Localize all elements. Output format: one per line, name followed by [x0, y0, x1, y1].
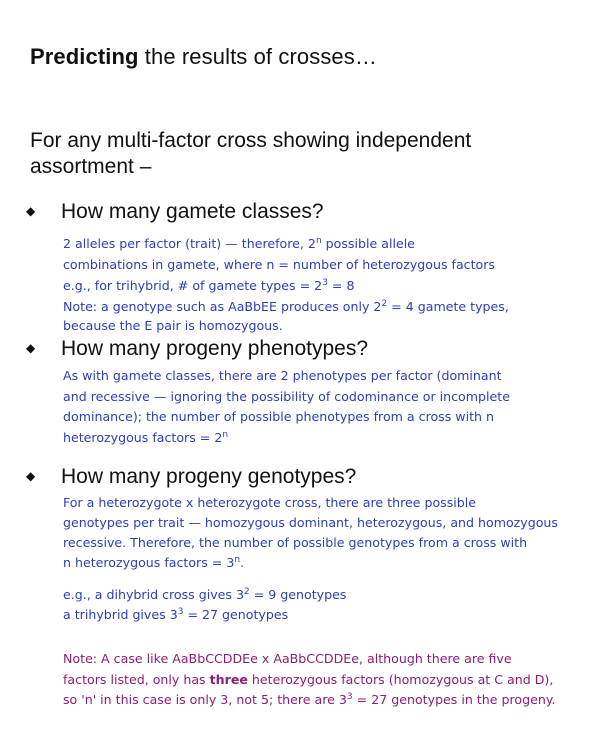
question-text: How many progeny phenotypes? — [61, 337, 369, 360]
intro-line-1: For any multi-factor cross showing independent — [30, 129, 472, 152]
diamond-bullet-icon: ◆ — [26, 341, 36, 355]
intro-text — [30, 128, 550, 180]
text-line: because the E pair is homozygous. — [63, 318, 283, 333]
text-line: heterozygous factors = $2^n$ — [63, 429, 229, 445]
text-line: For a heterozygote x heterozygote cross, there are three possible — [63, 495, 477, 510]
page-title — [30, 44, 377, 70]
text-line: n heterozygous factors = $3^n$. — [63, 555, 245, 570]
gamete-classes-explanation — [63, 233, 509, 336]
emphasis-three: three — [209, 671, 248, 687]
question-text: How many progeny genotypes? — [61, 465, 357, 488]
text-line: dominance); the number of possible phenotypes from a cross with n — [63, 409, 495, 424]
question-text: How many gamete classes? — [61, 200, 324, 223]
text-line: As with gamete classes, there are 2 phenotypes per factor (dominant — [63, 368, 502, 383]
question-gamete-classes — [26, 200, 324, 224]
title-bold: Predicting — [30, 44, 139, 69]
question-progeny-phenotypes — [26, 337, 368, 361]
intro-line-2: assortment – — [30, 155, 152, 178]
text-line: combinations in gamete, where n = number of heterozygous factors — [63, 257, 495, 272]
text-line: e.g., for trihybrid, # of gamete types = $2^3 = 8$ — [63, 278, 355, 293]
progeny-genotypes-explanation — [63, 493, 558, 625]
progeny-phenotypes-explanation — [63, 366, 510, 448]
text-line: Note: a genotype such as AaBbEE produces only $2^2 = 4$ gamete types, — [63, 299, 509, 314]
note-line: so 'n' in this case is only 3, not 5; there are $3^3 = 27$ genotypes in the progeny. — [63, 692, 556, 707]
text-line: recessive. Therefore, the number of possible genotypes from a cross with — [63, 535, 528, 550]
title-rest: the results of crosses… — [138, 44, 377, 69]
diamond-bullet-icon: ◆ — [26, 469, 36, 483]
diamond-bullet-icon: ◆ — [26, 204, 36, 218]
text-line: and recessive — ignoring the possibility of codominance or incomplete — [63, 388, 510, 404]
question-progeny-genotypes — [26, 465, 356, 489]
note-line: factors listed, only has three heterozygous factors (homozygous at C and D), — [63, 671, 554, 687]
text-line: e.g., a dihybrid cross gives $3^2 = 9$ genotypes — [63, 587, 347, 602]
text-line: 2 alleles per factor (trait) — therefore, 2$^n$ possible allele — [63, 236, 415, 251]
note-line: Note: A case like AaBbCCDDEe x AaBbCCDDEe, although there are five — [63, 651, 512, 666]
note-paragraph — [63, 649, 556, 711]
text-line: a trihybrid gives $3^3 = 27$ genotypes — [63, 607, 289, 622]
text-line: genotypes per trait — homozygous dominant, heterozygous, and homozygous — [63, 515, 558, 530]
